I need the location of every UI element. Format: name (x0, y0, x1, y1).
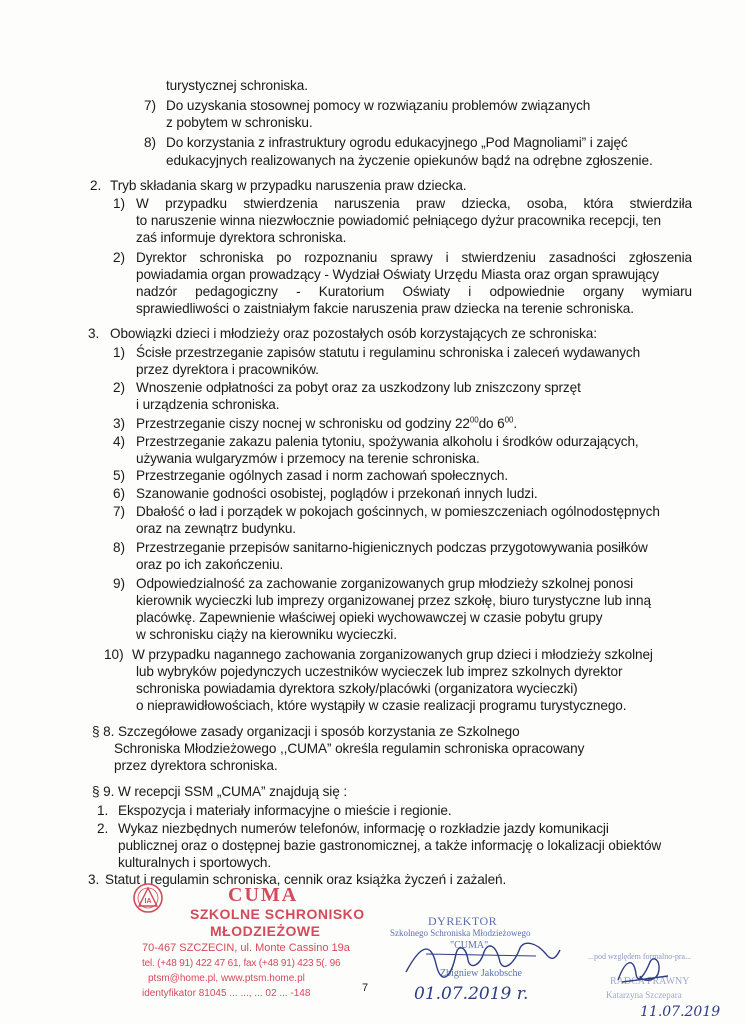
paragraph-9-title: § 9. W recepcji SSM „CUMA” znajdują się : (92, 784, 348, 799)
stamp-ident: identyfikator 81045 ... ..., ... 02 ... -148 (142, 988, 311, 999)
section-title: Obowiązki dzieci i młodzieży oraz pozostałych osób korzystających ze schroniska: (110, 326, 597, 341)
text-line: Przestrzeganie ogólnych zasad i norm zachowań społecznych. (136, 468, 509, 483)
text-line: w schronisku ciąży na kierowniku wycieczki. (136, 627, 397, 642)
stamp-school-line: SZKOLNE SCHRONISKO (190, 906, 365, 922)
text-line: Wykaz niezbędnych numerów telefonów, informację o rozkładzie jazdy komunikacji (118, 821, 609, 836)
stamp-right-line: ...pod względem formalno-pra... (588, 952, 692, 961)
stamp-school-line: MŁODZIEŻOWE (210, 923, 321, 939)
text-line: Dbałość o ład i porządek w pokojach gościnnych, w pomieszczeniach ogólnodostępnych (136, 504, 660, 519)
text-part: do 6 (478, 416, 505, 431)
text-line: Statut i regulamin schroniska, cennik oraz książka życzeń i zażaleń. (105, 872, 507, 887)
text-line: Ekspozycja i materiały informacyjne o mieście i regionie. (118, 803, 452, 818)
list-number: 8) (113, 540, 126, 555)
text-line: używania wulgaryzmów i przemocy na terenie schroniska. (136, 451, 480, 466)
director-signature-icon (396, 934, 566, 984)
paragraph-8-line: § 8. Szczegółowe zasady organizacji i sposób korzystania ze Szkolnego (92, 724, 520, 739)
list-number: 1. (97, 803, 109, 818)
text-line: Do uzyskania stosownej pomocy w rozwiązaniu problemów związanych (166, 98, 591, 113)
section-number: 2. (90, 178, 102, 193)
paragraph-8-line: przez dyrektora schroniska. (114, 758, 278, 773)
text-line (136, 284, 692, 300)
text-line: z pobytem w schronisku. (166, 115, 313, 130)
text-part: Przestrzeganie ciszy nocnej w schronisku od godziny 22 (136, 416, 470, 431)
text-justified: nadzór pedagogiczny - Kuratorium Oświaty i odpowiednie organy wymiaru (136, 284, 692, 299)
list-number: 10) (104, 647, 124, 662)
text-line: publicznej oraz o dostępnej bazie gastronomicznej, a także informację o lokalizacji obiektów (118, 838, 662, 853)
stamp-school-name: CUMA (228, 884, 299, 906)
section-title: Tryb składania skarg w przypadku naruszenia praw dziecka. (110, 178, 467, 193)
text-line: kulturalnych i sportowych. (118, 855, 272, 870)
stamp-right-line: RADCA PRAWNY (610, 976, 690, 987)
legal-signature-icon (612, 952, 672, 988)
text-line (136, 196, 692, 212)
text-line: Odpowiedzialność za zachowanie zorganizowanych grup młodzieży szkolnej ponosi (136, 576, 634, 591)
text-line: Ścisłe przestrzeganie zapisów statutu i regulaminu schroniska i zaleceń wydawanych (136, 345, 641, 360)
superscript: 00 (469, 415, 479, 425)
text-line: Przestrzeganie przepisów sanitarno-higienicznych podczas przygotowywania posiłków (136, 540, 648, 555)
list-number: 7) (113, 504, 126, 519)
text-line: to naruszenie winna niezwłocznie powiadomić pełniącego dyżur pracownika recepcji, ten (136, 213, 661, 228)
superscript: 00 (504, 415, 514, 425)
stamp-director-name: Zbigniew Jakobsche (440, 968, 522, 979)
list-number: 1) (113, 345, 126, 360)
stamp-director-line: Szkolnego Schroniska Młodzieżowego (390, 928, 531, 938)
stamp-phone: tel. (+48 91) 422 47 61, fax (+48 91) 423 5(. 96 (142, 958, 341, 969)
list-number: 7) (144, 98, 157, 113)
text-line: oraz po ich zakończeniu. (136, 557, 284, 572)
list-number: 4) (113, 434, 126, 449)
list-number: 8) (144, 135, 157, 150)
text-line: kierownik wycieczki lub imprezy organizowanej przez szkołę, biuro turystyczne lub inną (136, 593, 651, 608)
list-number: 1) (113, 196, 126, 211)
text-line (136, 250, 692, 266)
list-number: 3) (113, 416, 126, 431)
text-line: turystycznej schroniska. (166, 78, 308, 93)
text-line: Do korzystania z infrastruktury ogrodu edukacyjnego „Pod Magnoliami” i zajęć (166, 135, 628, 150)
text-line: oraz na zewnątrz budynku. (136, 521, 296, 536)
text-line: Szanowanie godności osobistej, poglądów i przekonań innych ludzi. (136, 486, 538, 501)
text-line: przez dyrektora i pracowników. (136, 362, 319, 377)
text-line (136, 416, 517, 432)
list-number: 9) (113, 576, 126, 591)
stamp-email: ptsm@home.pl, www.ptsm.home.pl (148, 973, 305, 984)
text-line: sprawiedliwości o zaistniałym fakcie naruszenia praw dziecka na terenie schroniska. (136, 301, 634, 316)
text-line: schroniska powiadamia dyrektora szkoły/placówki (organizatora wycieczki) (136, 681, 578, 696)
list-number: 5) (113, 468, 126, 483)
paragraph-8-line: Schroniska Młodzieżowego ,,CUMA” określa regulamin schroniska opracowany (114, 741, 585, 756)
stamp-logo-icon (132, 882, 164, 914)
list-number: 3. (88, 872, 100, 887)
text-line: zaś informuje dyrektora schroniska. (136, 230, 347, 245)
list-number: 6) (113, 486, 126, 501)
legal-date: 11.07.2019 (640, 1004, 721, 1020)
director-date: 01.07.2019 r. (414, 984, 529, 1004)
list-number: 2. (97, 821, 109, 836)
text-line: edukacyjnych realizowanych na życzenie opiekunów bądź na odrębne zgłoszenie. (166, 153, 653, 168)
text-line: Wnoszenie odpłatności za pobyt oraz za uszkodzony lub zniszczony sprzęt (136, 380, 581, 395)
section-number: 3. (88, 326, 100, 341)
text-line: powiadamia organ prowadzący - Wydział Oświaty Urzędu Miasta oraz organ sprawujący (136, 267, 659, 282)
text-part: . (513, 416, 518, 431)
stamp-right-line: Katarzyna Szczepara (606, 990, 682, 1000)
text-justified: Dyrektor schroniska po rozpoznaniu sprawy i stwierdzeniu zasadności zgłoszenia (136, 250, 692, 265)
text-line: i urządzenia schroniska. (136, 397, 280, 412)
text-line: Przestrzeganie zakazu palenia tytoniu, spożywania alkoholu i środków odurzających, (136, 434, 639, 449)
text-line: W przypadku nagannego zachowania zorganizowanych grup dzieci i młodzieży szkolnej (132, 647, 653, 662)
text-line: placówkę. Zapewnienie właściwej opieki wychowawczej w czasie pobytu grupy (136, 610, 603, 625)
stamp-director-title: DYREKTOR (428, 914, 498, 928)
text-line: lub wybryków pojedynczych uczestników wycieczek lub imprez szkolnych dyrektor (136, 664, 623, 679)
list-number: 2) (113, 250, 126, 265)
svg-text:IA: IA (144, 898, 152, 905)
list-number: 2) (113, 380, 126, 395)
stamp-director-line: "CUMA" (450, 940, 489, 951)
page-number: 7 (362, 982, 369, 994)
text-justified: W przypadku stwierdzenia naruszenia praw dziecka, osoba, która stwierdziła (136, 196, 692, 211)
text-line: o nieprawidłowościach, które wystąpiły w czasie realizacji programu turystycznego. (136, 698, 627, 713)
stamp-address: 70-467 SZCZECIN, ul. Monte Cassino 19a (142, 942, 350, 954)
